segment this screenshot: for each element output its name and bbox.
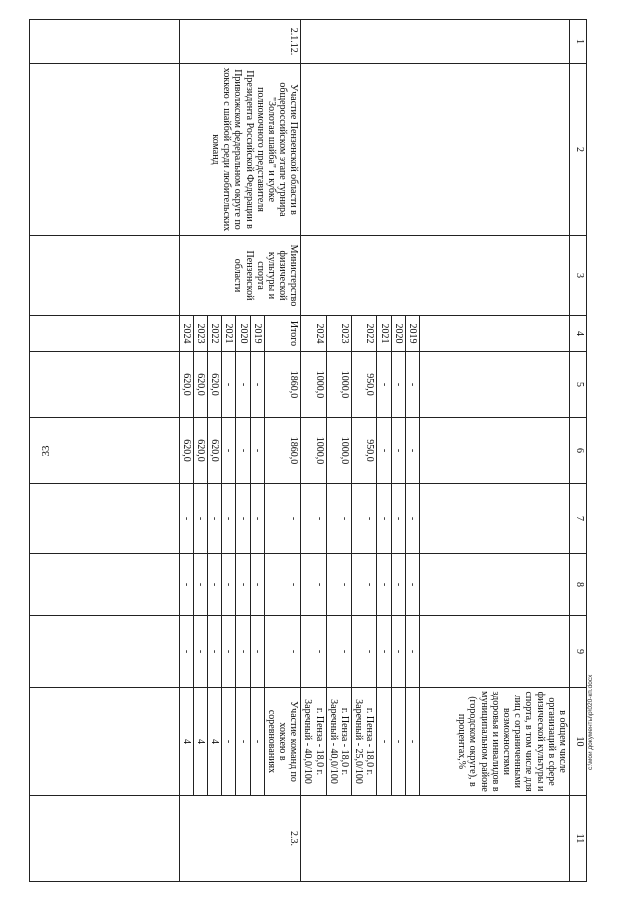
value-cell: - <box>405 418 419 484</box>
filler-row <box>29 20 179 882</box>
value-cell: - <box>301 616 326 688</box>
value-cell: - <box>391 554 405 616</box>
year-cell: 2023 <box>326 316 351 352</box>
year-cell: 2024 <box>179 316 193 352</box>
cell <box>29 64 179 236</box>
value-cell: - <box>301 554 326 616</box>
header-cell: 3 <box>570 236 587 316</box>
cell <box>301 236 570 316</box>
year-cell: 2021 <box>377 316 391 352</box>
value-cell: - <box>250 352 264 418</box>
value-cell: - <box>236 352 250 418</box>
value-cell: - <box>391 352 405 418</box>
indicator-value: - <box>250 688 264 796</box>
header-row <box>570 20 587 882</box>
value-cell: - <box>377 484 391 554</box>
value-cell: - <box>377 554 391 616</box>
item-name: Участие Пензенской области в общероссийском этапе турнира "Золотая шайба" и кубке полномочного представителя Президента Российской Федерации в Приволжском федеральном округе по хоккею с шайбой среди любительских команд <box>179 64 301 236</box>
value-cell: 620,0 <box>208 352 222 418</box>
year-cell: 2024 <box>301 316 326 352</box>
value-cell: - <box>264 484 301 554</box>
indicator-value: - <box>236 688 250 796</box>
indicator-value: 4 <box>193 688 207 796</box>
cell <box>29 20 179 64</box>
cell <box>301 796 570 882</box>
value-cell: - <box>222 554 236 616</box>
page-number: 33 <box>40 445 52 457</box>
value-cell: - <box>326 554 351 616</box>
value-cell: - <box>352 554 377 616</box>
indicator-link: 2.3. <box>179 796 301 882</box>
cell <box>29 418 179 484</box>
value-cell: - <box>222 616 236 688</box>
value-cell: - <box>405 484 419 554</box>
header-cell: 8 <box>570 554 587 616</box>
value-cell: 950,0 <box>352 352 377 418</box>
year-cell: 2023 <box>193 316 207 352</box>
value-cell: - <box>250 484 264 554</box>
year-cell: 2022 <box>208 316 222 352</box>
header-cell: 9 <box>570 616 587 688</box>
value-cell: 1000,0 <box>326 352 351 418</box>
value-cell: - <box>222 484 236 554</box>
indicator-value: - <box>405 688 419 796</box>
year-cell: 2020 <box>236 316 250 352</box>
value-cell: - <box>391 616 405 688</box>
value-cell: - <box>326 484 351 554</box>
cell <box>29 554 179 616</box>
header-cell: 10 <box>570 688 587 796</box>
item-number: 2.1.12. <box>179 20 301 64</box>
cell <box>29 352 179 418</box>
cell <box>420 352 570 418</box>
value-cell: - <box>405 616 419 688</box>
value-cell: 1860,0 <box>264 418 301 484</box>
value-cell: - <box>236 484 250 554</box>
executor: Министерство физической культуры и спорта Пензенской области <box>179 236 301 316</box>
value-cell: - <box>377 352 391 418</box>
value-cell: - <box>193 484 207 554</box>
block2-total-row <box>264 20 301 882</box>
value-cell: - <box>391 484 405 554</box>
value-cell: 620,0 <box>179 352 193 418</box>
indicator-title: Участие команд по хоккею в соревнованиях <box>264 688 301 796</box>
indicator-value: - <box>222 688 236 796</box>
cell <box>29 316 179 352</box>
value-cell: - <box>264 616 301 688</box>
cell <box>420 316 570 352</box>
value-cell: - <box>193 554 207 616</box>
cell <box>29 688 179 796</box>
value-cell: 620,0 <box>208 418 222 484</box>
indicator-value: 4 <box>179 688 193 796</box>
value-cell: 1000,0 <box>326 418 351 484</box>
program-table <box>29 19 587 882</box>
footer-file-path: c:\мои документы\p\020-кп.docx <box>587 674 594 770</box>
cell <box>420 484 570 554</box>
year-cell: Итого <box>264 316 301 352</box>
cell <box>29 616 179 688</box>
value-cell: 620,0 <box>179 418 193 484</box>
value-cell: 620,0 <box>193 418 207 484</box>
cell <box>420 554 570 616</box>
value-cell: - <box>179 554 193 616</box>
value-cell: - <box>250 418 264 484</box>
header-cell: 5 <box>570 352 587 418</box>
header-cell: 1 <box>570 20 587 64</box>
cell <box>420 418 570 484</box>
value-cell: - <box>250 616 264 688</box>
indicator-value: г. Пенза - 18,0 г. Заречный - 40,0/100 <box>301 688 326 796</box>
block1-title-row <box>420 20 570 882</box>
value-cell: - <box>222 352 236 418</box>
year-cell: 2022 <box>352 316 377 352</box>
value-cell: - <box>222 418 236 484</box>
cell <box>29 484 179 554</box>
cell <box>29 796 179 882</box>
value-cell: - <box>352 484 377 554</box>
value-cell: - <box>405 554 419 616</box>
header-cell: 11 <box>570 796 587 882</box>
value-cell: - <box>193 616 207 688</box>
year-cell: 2021 <box>222 316 236 352</box>
year-cell: 2020 <box>391 316 405 352</box>
value-cell: - <box>208 616 222 688</box>
indicator-value: - <box>377 688 391 796</box>
indicator-value: г. Пенза - 18,0 г. Заречный - 25,0/100 <box>352 688 377 796</box>
value-cell: - <box>208 554 222 616</box>
indicator-value: - <box>391 688 405 796</box>
value-cell: - <box>179 484 193 554</box>
header-cell: 2 <box>570 64 587 236</box>
value-cell: - <box>377 616 391 688</box>
cell <box>301 64 570 236</box>
value-cell: - <box>326 616 351 688</box>
value-cell: - <box>236 616 250 688</box>
value-cell: - <box>208 484 222 554</box>
cell <box>301 20 570 64</box>
value-cell: - <box>352 616 377 688</box>
value-cell: 1860,0 <box>264 352 301 418</box>
value-cell: 620,0 <box>193 352 207 418</box>
value-cell: - <box>377 418 391 484</box>
year-cell: 2019 <box>405 316 419 352</box>
value-cell: - <box>236 554 250 616</box>
value-cell: - <box>264 554 301 616</box>
value-cell: - <box>250 554 264 616</box>
indicator-value: 4 <box>208 688 222 796</box>
value-cell: 950,0 <box>352 418 377 484</box>
value-cell: - <box>405 352 419 418</box>
header-cell: 4 <box>570 316 587 352</box>
rotated-table-page <box>92 19 587 881</box>
value-cell: - <box>301 484 326 554</box>
cell <box>29 236 179 316</box>
value-cell: - <box>179 616 193 688</box>
value-cell: - <box>391 418 405 484</box>
header-cell: 6 <box>570 418 587 484</box>
indicator-title: в общем числе организаций в сфере физической культуры и спорта, в том числе для лиц с ограниченными возможностями здоровья и инвалидов в муниципальном районе (городском округе), в процентах,% <box>420 688 570 796</box>
value-cell: 1000,0 <box>301 418 326 484</box>
value-cell: 1000,0 <box>301 352 326 418</box>
indicator-value: г. Пенза - 18,0 г. Заречный - 40,0/100 <box>326 688 351 796</box>
value-cell: - <box>236 418 250 484</box>
header-cell: 7 <box>570 484 587 554</box>
year-cell: 2019 <box>250 316 264 352</box>
cell <box>420 616 570 688</box>
